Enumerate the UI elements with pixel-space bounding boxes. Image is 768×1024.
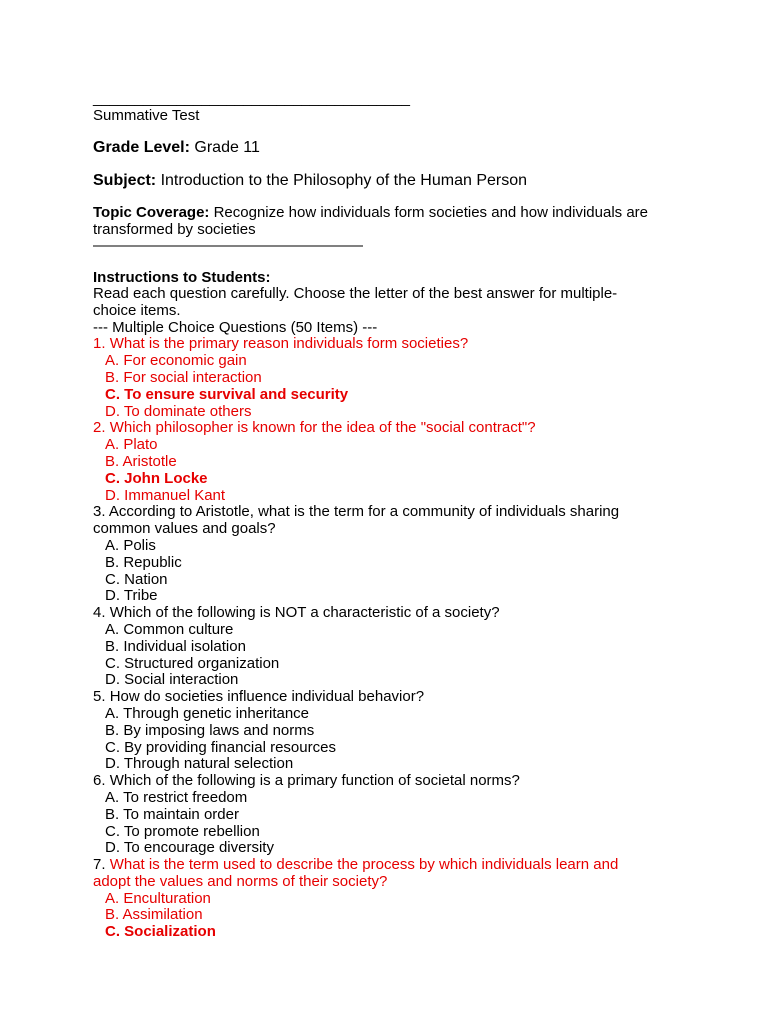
answer-option: C. By providing financial resources bbox=[105, 738, 336, 756]
question-number: 4. bbox=[93, 604, 110, 622]
answer-option: D. To dominate others bbox=[105, 402, 252, 420]
question-7 bbox=[93, 857, 653, 891]
question-number: 1. bbox=[93, 335, 110, 353]
topic-coverage-label: Topic Coverage: bbox=[93, 204, 210, 221]
grade-level-label: Grade Level: bbox=[93, 139, 190, 156]
question-6 bbox=[93, 773, 653, 790]
answer-option: D. Social interaction bbox=[105, 671, 239, 689]
answer-option: D. Tribe bbox=[105, 587, 158, 605]
answer-option: B. By imposing laws and norms bbox=[105, 721, 315, 739]
question-text: Which of the following is NOT a characteristic of a society? bbox=[109, 604, 500, 622]
top-rule: ______________________________________ bbox=[93, 90, 411, 107]
question-3 bbox=[93, 504, 653, 538]
answer-option: A. Plato bbox=[105, 436, 158, 454]
topic-coverage-value: Recognize how individuals form societies and how individuals are transformed by societies bbox=[93, 204, 648, 238]
answer-option: C. To promote rebellion bbox=[105, 822, 260, 840]
answer-option: B. Individual isolation bbox=[105, 637, 246, 655]
question-5 bbox=[93, 689, 653, 706]
subject-value: Introduction to the Philosophy of the Human Person bbox=[160, 172, 528, 189]
answer-option: C. Nation bbox=[105, 570, 168, 588]
grade-level-line bbox=[93, 138, 653, 158]
answer-option: B. Assimilation bbox=[105, 906, 203, 924]
grade-level-value: Grade 11 bbox=[194, 139, 260, 156]
instructions-text: Read each question carefully. Choose the letter of the best answer for multiple-choice items. bbox=[93, 285, 618, 319]
question-text: According to Aristotle, what is the term for a community of individuals sharing common values and goals? bbox=[93, 503, 620, 538]
question-number: 7. bbox=[93, 856, 110, 874]
document-title: Summative Test bbox=[93, 107, 200, 124]
document-page bbox=[93, 91, 653, 941]
answer-option: A. To restrict freedom bbox=[105, 788, 248, 806]
answer-option: A. For economic gain bbox=[105, 352, 247, 370]
answer-option: A. Through genetic inheritance bbox=[105, 704, 310, 722]
answer-option: D. To encourage diversity bbox=[105, 839, 274, 857]
question-number: 3. bbox=[93, 503, 109, 521]
instructions-heading: Instructions to Students: bbox=[93, 269, 271, 286]
question-text: Which of the following is a primary function of societal norms? bbox=[109, 772, 520, 790]
answer-option: C. John Locke bbox=[105, 469, 208, 487]
bottom-rule: —————————————————— bbox=[93, 237, 363, 254]
question-4 bbox=[93, 605, 653, 622]
question-text: What is the term used to describe the process by which individuals learn and adopt the values and norms of their society? bbox=[93, 856, 619, 890]
answer-option: C. To ensure survival and security bbox=[105, 385, 349, 403]
answer-option: C. Socialization bbox=[105, 923, 216, 941]
answer-option: A. Polis bbox=[105, 536, 156, 554]
question-text: Which philosopher is known for the idea of the "social contract"? bbox=[109, 419, 536, 437]
question-number: 2. bbox=[93, 419, 110, 437]
subject-line bbox=[93, 171, 653, 191]
answer-option: B. Aristotle bbox=[105, 452, 177, 470]
answer-option: D. Immanuel Kant bbox=[105, 486, 226, 504]
answer-option: A. Enculturation bbox=[105, 889, 211, 907]
answer-option: D. Through natural selection bbox=[105, 755, 294, 773]
question-text: What is the primary reason individuals form societies? bbox=[109, 335, 469, 353]
question-1 bbox=[93, 336, 653, 353]
subject-label: Subject: bbox=[93, 172, 157, 189]
answer-option: B. Republic bbox=[105, 553, 182, 571]
question-number: 5. bbox=[93, 688, 110, 706]
section-heading: --- Multiple Choice Questions (50 Items) --- bbox=[93, 318, 378, 336]
answer-option: A. Common culture bbox=[105, 620, 234, 638]
topic-coverage-line bbox=[93, 205, 653, 238]
answer-option: B. To maintain order bbox=[105, 805, 239, 823]
question-2 bbox=[93, 420, 653, 437]
answer-option: C. Structured organization bbox=[105, 654, 280, 672]
question-list bbox=[93, 336, 653, 941]
question-number: 6. bbox=[93, 772, 110, 790]
question-text: How do societies influence individual behavior? bbox=[109, 688, 425, 706]
answer-option: B. For social interaction bbox=[105, 368, 262, 386]
